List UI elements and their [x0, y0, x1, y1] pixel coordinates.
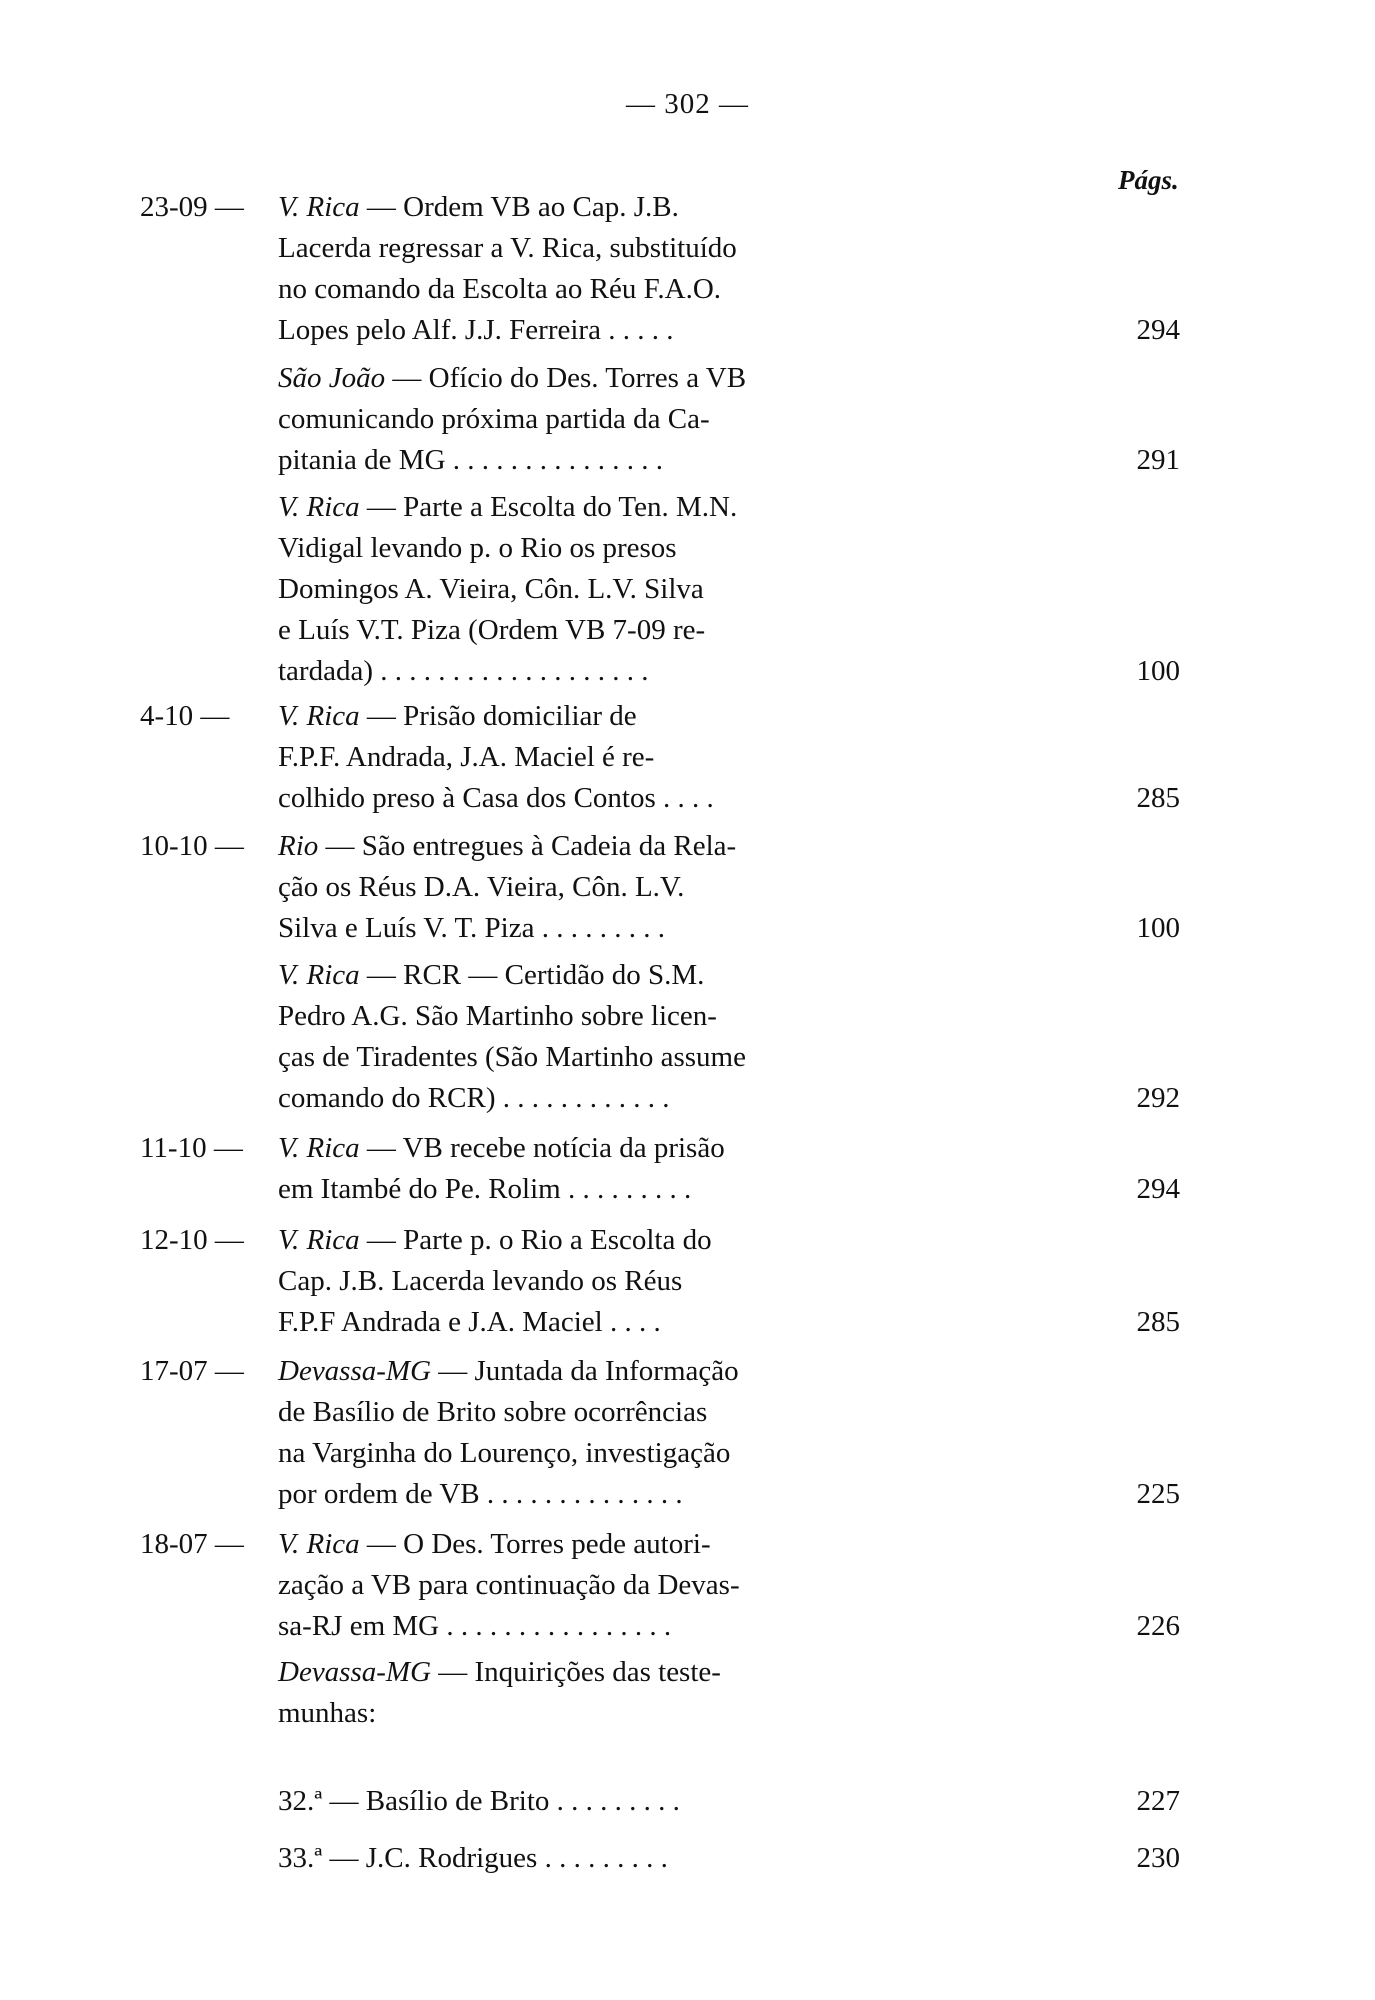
page-reference: 285 [1136, 1306, 1180, 1338]
entry-text [278, 187, 878, 351]
entry-line: munhas: [278, 1697, 377, 1729]
entry-date: 17-07 — [140, 1355, 244, 1387]
entry-line: em Itambé do Pe. Rolim . . . . . . . . . [278, 1173, 692, 1205]
page-reference: 294 [1136, 314, 1180, 346]
entry-line: de Basílio de Brito sobre ocorrências [278, 1396, 708, 1428]
entry-place: V. Rica [278, 1132, 360, 1164]
entry-date: 12-10 — [140, 1224, 244, 1256]
entry-line: ças de Tiradentes (São Martinho assume [278, 1041, 746, 1073]
page-reference: 230 [1136, 1842, 1180, 1874]
entry-text [278, 1220, 878, 1343]
entry-text [278, 1652, 878, 1734]
page-number: — 302 — [626, 88, 749, 120]
entry-line: tardada) . . . . . . . . . . . . . . . . . . . [278, 655, 649, 687]
page-reference: 100 [1136, 912, 1180, 944]
entry-text [278, 696, 878, 819]
entry-place: Devassa-MG [278, 1355, 432, 1387]
entry-line: — Inquirições das teste- [431, 1656, 721, 1688]
witness-text: 33.ª — J.C. Rodrigues . . . . . . . . . [278, 1842, 668, 1874]
entry-line: Pedro A.G. São Martinho sobre licen- [278, 1000, 717, 1032]
entry-line: — Parte a Escolta do Ten. M.N. [359, 491, 738, 523]
entry-line: — Parte p. o Rio a Escolta do [359, 1224, 712, 1256]
entry-line: F.P.F Andrada e J.A. Maciel . . . . [278, 1306, 661, 1338]
page-reference: 292 [1136, 1082, 1180, 1114]
entry-date: 10-10 — [140, 830, 244, 862]
entry-line: Domingos A. Vieira, Côn. L.V. Silva [278, 573, 704, 605]
entry-line: — Prisão domiciliar de [359, 700, 637, 732]
entry-place: São João [278, 362, 386, 394]
entry-line: — São entregues à Cadeia da Rela- [318, 830, 737, 862]
entry-line: — VB recebe notícia da prisão [359, 1132, 725, 1164]
entry-place: V. Rica [278, 1224, 360, 1256]
entry-place: Rio [278, 830, 319, 862]
entry-place: V. Rica [278, 1528, 360, 1560]
entry-place: V. Rica [278, 191, 360, 223]
entry-text [278, 955, 878, 1119]
entry-line: e Luís V.T. Piza (Ordem VB 7-09 re- [278, 614, 706, 646]
page-reference: 226 [1136, 1610, 1180, 1642]
page-reference: 285 [1136, 782, 1180, 814]
witness-text: 32.ª — Basílio de Brito . . . . . . . . . [278, 1785, 680, 1817]
page-reference: 294 [1136, 1173, 1180, 1205]
entry-date: 11-10 — [140, 1132, 243, 1164]
pages-column-label: Págs. [1118, 165, 1179, 195]
entry-text [278, 487, 878, 692]
entry-line: Cap. J.B. Lacerda levando os Réus [278, 1265, 683, 1297]
entry-date: 4-10 — [140, 700, 230, 732]
page-reference: 291 [1136, 444, 1180, 476]
entry-line: — Ofício do Des. Torres a VB [385, 362, 747, 394]
entry-line: ção os Réus D.A. Vieira, Côn. L.V. [278, 871, 685, 903]
entry-text [278, 1351, 878, 1515]
entry-text [278, 1524, 878, 1647]
entry-line: comunicando próxima partida da Ca- [278, 403, 710, 435]
entry-place: V. Rica [278, 959, 360, 991]
entry-text [278, 826, 878, 949]
entry-line: Silva e Luís V. T. Piza . . . . . . . . . [278, 912, 665, 944]
entry-line: — Ordem VB ao Cap. J.B. [359, 191, 679, 223]
entry-line: Lopes pelo Alf. J.J. Ferreira . . . . . [278, 314, 674, 346]
entry-line: — Juntada da Informação [431, 1355, 739, 1387]
entry-text [278, 358, 878, 481]
entry-line: — RCR — Certidão do S.M. [359, 959, 705, 991]
entry-line: no comando da Escolta ao Réu F.A.O. [278, 273, 722, 305]
entry-line: por ordem de VB . . . . . . . . . . . . . . [278, 1478, 683, 1510]
entry-line: pitania de MG . . . . . . . . . . . . . . . [278, 444, 664, 476]
entry-line: comando do RCR) . . . . . . . . . . . . [278, 1082, 670, 1114]
page-reference: 100 [1136, 655, 1180, 687]
entry-date: 23-09 — [140, 191, 244, 223]
page-reference: 225 [1136, 1478, 1180, 1510]
entry-date: 18-07 — [140, 1528, 244, 1560]
entry-line: sa-RJ em MG . . . . . . . . . . . . . . . . [278, 1610, 672, 1642]
entry-place: V. Rica [278, 700, 360, 732]
entry-text [278, 1128, 878, 1210]
entry-line: — O Des. Torres pede autori- [359, 1528, 711, 1560]
entry-line: na Varginha do Lourenço, investigação [278, 1437, 731, 1469]
entry-line: zação a VB para continuação da Devas- [278, 1569, 740, 1601]
entry-line: colhido preso à Casa dos Contos . . . . [278, 782, 714, 814]
page-reference: 227 [1136, 1785, 1180, 1817]
entry-place: V. Rica [278, 491, 360, 523]
entry-line: Vidigal levando p. o Rio os presos [278, 532, 677, 564]
entry-place: Devassa-MG [278, 1656, 432, 1688]
entry-line: F.P.F. Andrada, J.A. Maciel é re- [278, 741, 655, 773]
entry-line: Lacerda regressar a V. Rica, substituído [278, 232, 737, 264]
